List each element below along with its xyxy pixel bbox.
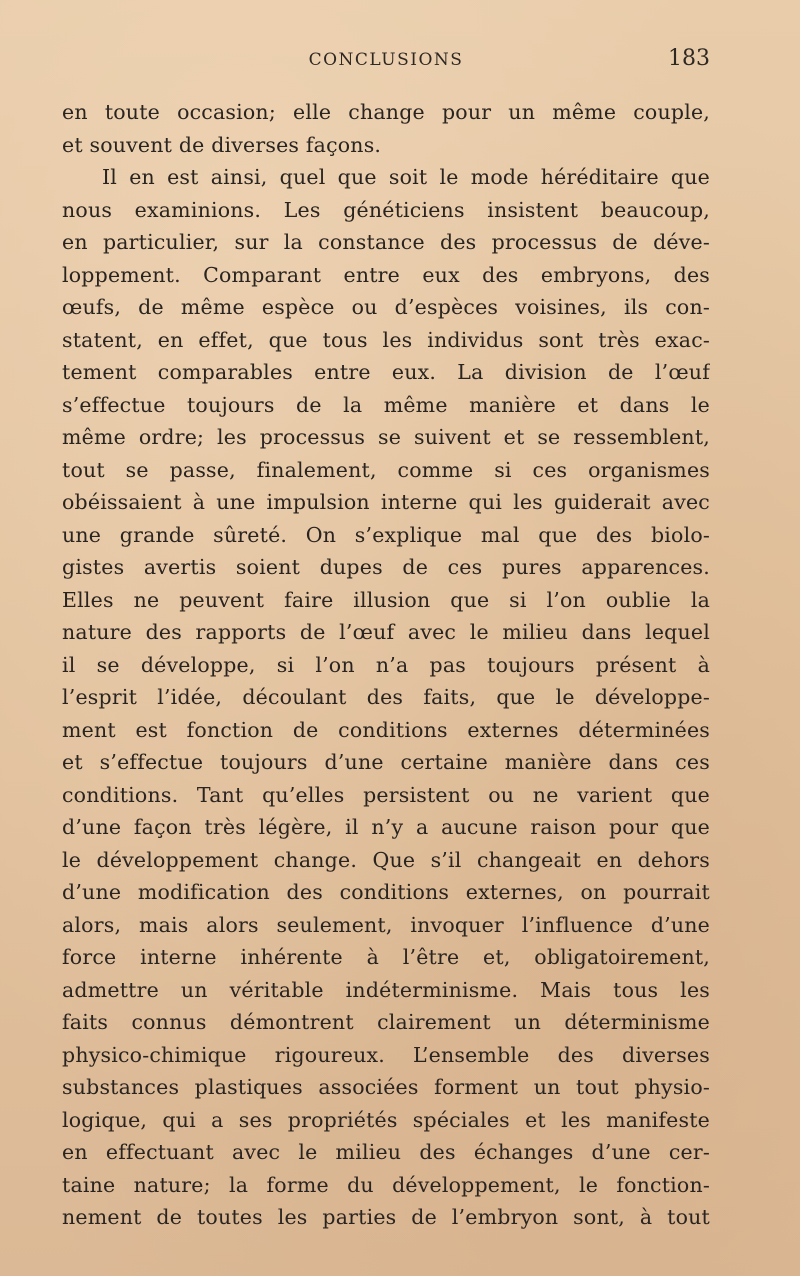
text-line: nement de toutes les parties de l’embryon sont, à tout — [62, 1205, 710, 1229]
text-line: force interne inhérente à l’être et, obligatoirement, — [62, 945, 710, 969]
text-line: d’une façon très légère, il n’y a aucune raison pour que — [62, 815, 710, 839]
text-line: nature des rapports de l’œuf avec le milieu dans lequel — [62, 620, 710, 644]
text-line: il se développe, si l’on n’a pas toujours présent à — [62, 652, 710, 677]
text-line: et souvent de diverses façons. — [62, 132, 382, 157]
text-line: et s’effectue toujours d’une certaine manière dans ces — [62, 750, 710, 774]
page-number: 183 — [668, 46, 710, 71]
text-line: tout se passe, finalement, comme si ces organismes — [62, 457, 710, 482]
text-line: en toute occasion; elle change pour un même couple, — [62, 100, 710, 124]
text-line: Il en est ainsi, quel que soit le mode héréditaire que — [102, 165, 710, 189]
text-line: admettre un véritable indéterminisme. Mais tous les — [62, 977, 710, 1002]
running-head — [62, 44, 710, 80]
text-line: alors, mais alors seulement, invoquer l’influence d’une — [62, 912, 710, 937]
body-text — [62, 96, 710, 1234]
text-line: s’effectue toujours de la même manière et dans le — [62, 392, 710, 417]
text-line: obéissaient à une impulsion interne qui les guiderait avec — [62, 490, 710, 514]
text-line: logique, qui a ses propriétés spéciales et les manifeste — [62, 1107, 710, 1132]
text-line: œufs, de même espèce ou d’espèces voisines, ils con- — [62, 295, 710, 319]
text-line: faits connus démontrent clairement un déterminisme — [62, 1010, 710, 1034]
text-line: Elles ne peuvent faire illusion que si l’on oublie la — [62, 587, 710, 612]
text-line: nous examinions. Les généticiens insistent beaucoup, — [62, 197, 710, 222]
text-line: tement comparables entre eux. La division de l’œuf — [62, 360, 710, 384]
text-line: même ordre; les processus se suivent et se ressemblent, — [62, 425, 710, 449]
text-line: ment est fonction de conditions externes déterminées — [62, 717, 710, 742]
text-line: conditions. Tant qu’elles persistent ou ne varient que — [62, 782, 710, 807]
text-line: physico-chimique rigoureux. L’ensemble des diverses — [62, 1042, 710, 1067]
text-line: en effectuant avec le milieu des échanges d’une cer- — [62, 1140, 710, 1164]
text-line: gistes avertis soient dupes de ces pures apparences. — [62, 555, 710, 579]
text-line: loppement. Comparant entre eux des embryons, des — [62, 262, 710, 287]
text-line: statent, en effet, que tous les individus sont très exac- — [62, 327, 710, 352]
text-line: le développement change. Que s’il changeait en dehors — [62, 847, 710, 872]
chapter-title: CONCLUSIONS — [308, 50, 464, 70]
text-line: d’une modification des conditions externes, on pourrait — [62, 880, 710, 904]
text-line: une grande sûreté. On s’explique mal que des biolo- — [62, 522, 710, 547]
text-line: taine nature; la forme du développement, le fonction- — [62, 1172, 710, 1197]
text-line: en particulier, sur la constance des processus de déve- — [62, 230, 710, 254]
text-line: l’esprit l’idée, découlant des faits, que le développe- — [62, 685, 710, 709]
text-line: substances plastiques associées forment un tout physio- — [62, 1075, 710, 1099]
